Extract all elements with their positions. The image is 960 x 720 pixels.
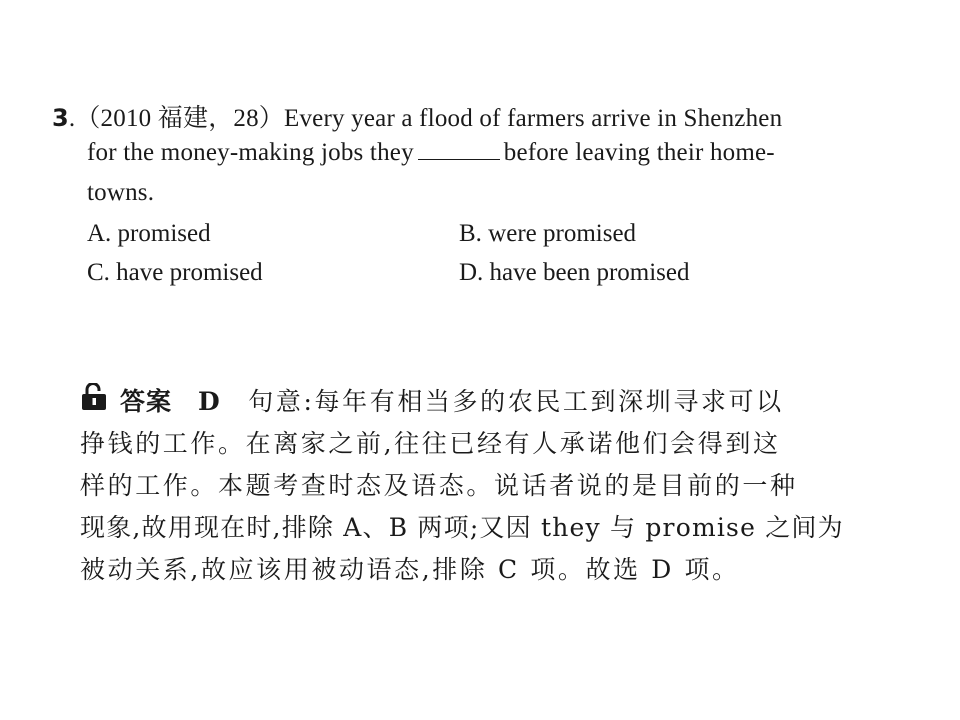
question-text-1: Every year a flood of farmers arrive in Shenzhen bbox=[284, 105, 783, 132]
answer-line-5: 被动关系,故应该用被动语态,排除 C 项。故选 D 项。 bbox=[80, 555, 740, 584]
question-text-2b: before leaving their home- bbox=[503, 139, 775, 166]
answer-blank bbox=[418, 139, 500, 160]
option-c: C. have promised bbox=[87, 259, 263, 286]
option-a: A. promised bbox=[87, 220, 211, 247]
answer-letter: D bbox=[198, 387, 223, 416]
question-number: 3 bbox=[52, 104, 69, 132]
option-b: B. were promised bbox=[459, 220, 637, 247]
answer-line-2: 挣钱的工作。在离家之前,往往已经有人承诺他们会得到这 bbox=[80, 429, 781, 458]
answer-line-4: 现象,故用现在时,排除 A、B 两项;又因 they 与 promise 之间为 bbox=[80, 513, 844, 542]
option-d: D. have been promised bbox=[459, 259, 690, 286]
question-text-2a: for the money-making jobs they bbox=[87, 139, 414, 166]
answer-label: 答案 bbox=[120, 387, 173, 416]
question-text-3: towns. bbox=[87, 179, 155, 206]
question-line-1 bbox=[52, 98, 782, 134]
unlock-icon bbox=[80, 383, 110, 411]
answer-text-1: 句意:每年有相当多的农民工到深圳寻求可以 bbox=[248, 387, 784, 416]
question-line-3 bbox=[87, 179, 154, 207]
question-line-2 bbox=[87, 139, 775, 167]
answer-line-1 bbox=[120, 382, 784, 418]
answer-line-3: 样的工作。本题考查时态及语态。说话者说的是目前的一种 bbox=[80, 471, 798, 500]
question-source: .（2010 福建，28） bbox=[68, 105, 285, 132]
